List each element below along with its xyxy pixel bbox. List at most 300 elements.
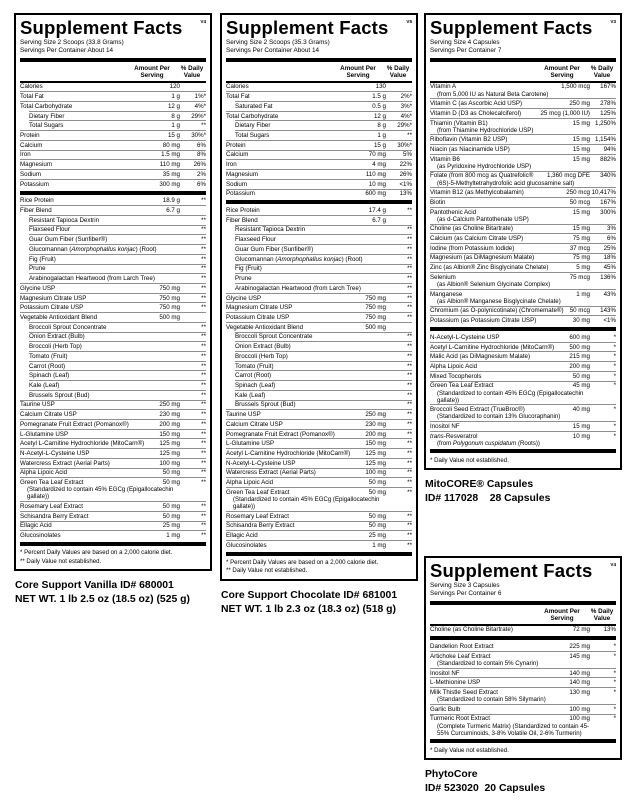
ingredient-daily-value: * <box>613 689 616 696</box>
ingredient-daily-value: 22% <box>399 161 412 169</box>
ingredient-label: L-Glutamine USP <box>20 430 69 438</box>
ingredient-daily-value: * <box>613 652 616 660</box>
ingredient-row <box>20 511 206 521</box>
serving-info <box>430 582 616 599</box>
ingredient-row <box>235 273 412 283</box>
ingredient-label: Vitamin B12 (as Methylcobalamin) <box>430 189 524 197</box>
ingredient-daily-value: 94% <box>603 146 616 153</box>
ingredient-row <box>430 381 616 405</box>
ingredient-label: Spinach (Leaf) <box>235 381 276 389</box>
footnotes <box>430 455 616 466</box>
ingredient-daily-value: ** <box>201 275 206 283</box>
ingredient-daily-value: * <box>613 432 616 440</box>
supplement-facts-panel <box>424 13 622 506</box>
ingredient-amount: 225 mg <box>569 643 590 651</box>
ingredient-row <box>20 400 206 410</box>
ingredient-row <box>430 421 616 431</box>
ingredient-label: Sodium <box>20 170 41 178</box>
ingredient-row <box>430 108 616 118</box>
ingredient-daily-value: ** <box>407 236 412 244</box>
ingredient-note: (Standardized to contain 58% Silymarin) <box>437 696 546 704</box>
ingredient-daily-value: 29%* <box>191 112 206 120</box>
product-footer-line: ID# 523020 20 Capsules <box>425 783 546 795</box>
ingredient-note: (from Thiamine Hydrochloride USP) <box>437 126 534 134</box>
ingredient-label: Iron <box>20 151 31 159</box>
section-divider-bar <box>430 327 616 331</box>
ingredient-amount: 500 mg <box>365 323 386 331</box>
ingredient-row <box>226 91 412 101</box>
ingredient-label: Schisandra Berry Extract <box>20 512 89 520</box>
ingredient-daily-value: 25% <box>603 244 616 252</box>
ingredient-daily-value: ** <box>407 352 412 360</box>
ingredient-amount: 140 mg <box>569 679 590 687</box>
ingredient-amount: 80 mg <box>162 141 180 149</box>
ingredient-daily-value: * <box>613 643 616 651</box>
footnote: ** Daily Value not established. <box>20 557 102 565</box>
ingredient-daily-value: ** <box>201 323 206 331</box>
ingredient-row <box>29 361 206 371</box>
ingredient-amount: 125 mg <box>365 450 386 457</box>
ingredient-row <box>235 130 412 140</box>
ingredient-amount: 230 mg <box>159 411 180 419</box>
ingredient-daily-value: 29%* <box>397 122 412 130</box>
ingredient-label: N-Acetyl-L-Cysteine USP <box>20 450 90 457</box>
ingredient-label: trans-Resveratrol <box>430 432 478 440</box>
column-header-amount: Amount Per Serving <box>134 64 170 79</box>
ingredient-amount: 15 mg <box>572 146 590 153</box>
ingredient-label: Riboflavin (Vitamin B2 USP) <box>430 136 508 144</box>
ingredient-amount: 30 mg <box>572 317 590 325</box>
ingredient-amount: 50 mg <box>368 488 386 496</box>
ingredient-daily-value: * <box>613 406 616 414</box>
ingredient-amount: 750 mg <box>159 294 180 302</box>
column-header-amount: Amount Per Serving <box>544 607 580 622</box>
ingredient-daily-value: ** <box>407 430 412 438</box>
ingredient-label: Acetyl L-Carnitine Hydrochloride (MitoCarn®) <box>20 440 145 448</box>
ingredient-row <box>235 341 412 351</box>
ingredient-label: Rice Protein <box>226 207 260 215</box>
ingredient-daily-value: ** <box>201 450 206 457</box>
ingredient-row <box>20 477 206 501</box>
ingredient-label: Total Fat <box>20 93 44 101</box>
ingredient-row <box>226 293 412 303</box>
ingredient-daily-value: ** <box>201 372 206 380</box>
ingredient-daily-value: * <box>613 422 616 430</box>
ingredient-label: Onion Extract (Bulb) <box>29 333 85 341</box>
ingredient-row <box>226 83 412 92</box>
ingredient-row <box>430 714 616 738</box>
footnote: * Daily Value not established. <box>430 746 509 754</box>
column-header-daily-value: % Daily Value <box>386 64 410 79</box>
ingredient-amount: 40 mg <box>572 406 590 414</box>
ingredient-label: L-Methionine USP <box>430 679 481 687</box>
ingredient-amount: 100 mg <box>159 459 180 467</box>
ingredient-amount: 8 g <box>171 112 180 120</box>
ingredient-note: (Standardized to contain 45% EGCg (Epigallocatechin gallate)) <box>233 496 380 510</box>
ingredient-daily-value: * <box>613 705 616 713</box>
ingredient-row <box>226 312 412 322</box>
ingredient-daily-value: ** <box>407 401 412 409</box>
ingredient-label: Taurine USP <box>20 401 55 409</box>
ingredient-amount: 4 mg <box>372 161 386 169</box>
ingredient-daily-value: 4%* <box>194 102 206 110</box>
ingredient-row <box>430 315 616 325</box>
ingredient-daily-value: 30%* <box>191 132 206 139</box>
ingredient-label: Broccoli (Herb Top) <box>235 352 288 360</box>
ingredient-row <box>20 91 206 101</box>
ingredient-label: Pantothenic Acid <box>430 208 477 216</box>
serving-info <box>20 39 206 56</box>
ingredient-daily-value: 26% <box>399 170 412 178</box>
ingredient-row <box>29 370 206 380</box>
ingredient-label: Brussels Sprout (Bud) <box>235 401 296 409</box>
ingredient-label: Watercress Extract (Aerial Parts) <box>20 459 110 467</box>
ingredient-daily-value: ** <box>407 488 412 496</box>
ingredient-daily-value: ** <box>201 401 206 409</box>
ingredient-row <box>20 283 206 293</box>
ingredient-row <box>29 234 206 244</box>
ingredient-daily-value: 1,250% <box>595 119 616 127</box>
ingredient-row <box>29 244 206 254</box>
ingredient-row <box>430 187 616 197</box>
ingredient-daily-value: * <box>613 343 616 351</box>
ingredient-daily-value: ** <box>407 245 412 253</box>
panel-title-row <box>20 18 206 39</box>
ingredient-daily-value: 8% <box>197 151 206 159</box>
ingredient-label: Broccoli Seed Extract (TrueBroc®) <box>430 406 525 414</box>
ingredient-label: Vitamin D (D3 as Cholecalciferol) <box>430 109 522 117</box>
panel-title: Supplement Facts <box>430 560 593 581</box>
ingredient-amount: 1 g <box>171 93 180 101</box>
ingredient-amount: 200 mg <box>365 430 386 438</box>
ingredient-amount: 18.9 g <box>162 197 180 205</box>
ingredient-amount: 750 mg <box>159 284 180 292</box>
ingredient-row <box>430 404 616 421</box>
ingredient-label: Glycine USP <box>226 294 262 302</box>
ingredient-row <box>20 150 206 160</box>
ingredient-daily-value: 13% <box>399 190 412 198</box>
ingredient-row <box>430 371 616 381</box>
ingredient-amount: 25 mg <box>368 532 386 540</box>
ingredient-label: Calcium <box>20 141 43 149</box>
ingredient-row <box>430 98 616 108</box>
serving-line: Serving Size 3 Capsules <box>430 581 500 589</box>
ingredient-amount: 15 mg <box>572 422 590 430</box>
ingredient-amount: 10 mg <box>572 432 590 440</box>
panel-title: Supplement Facts <box>430 17 593 38</box>
panel-title: Supplement Facts <box>20 17 183 38</box>
ingredient-label: Turmeric Root Extract <box>430 715 490 723</box>
ingredient-daily-value: ** <box>201 245 206 253</box>
ingredient-row <box>226 409 412 419</box>
ingredient-amount: 130 <box>375 83 386 91</box>
ingredient-label: Flaxseed Flour <box>235 236 276 244</box>
serving-line: Servings Per Container About 14 <box>226 47 320 55</box>
ingredient-row <box>235 244 412 254</box>
ingredient-daily-value: 125% <box>600 109 616 117</box>
ingredient-daily-value: ** <box>201 411 206 419</box>
ingredient-amount: 150 mg <box>365 440 386 448</box>
ingredient-row <box>226 530 412 540</box>
ingredient-row <box>226 322 412 332</box>
serving-line: Servings Per Container About 14 <box>20 47 114 55</box>
ingredient-amount: 200 mg <box>159 420 180 428</box>
footnote: * Percent Daily Values are based on a 2,000 calorie diet. <box>20 549 173 557</box>
ingredient-row <box>20 179 206 189</box>
ingredient-label: Tomato (Fruit) <box>235 362 274 370</box>
ingredient-amount: 200 mg <box>569 362 590 370</box>
ingredient-row <box>235 332 412 342</box>
ingredient-daily-value: ** <box>201 479 206 487</box>
ingredient-row <box>430 83 616 99</box>
product-footer-line: MitoCORE® Capsules <box>425 479 534 491</box>
ingredient-amount: 125 mg <box>365 459 386 467</box>
ingredient-label: Spinach (Leaf) <box>29 372 70 380</box>
ingredient-row <box>430 361 616 371</box>
ingredient-amount: 6.7 g <box>166 207 180 215</box>
ingredient-label: Green Tea Leaf Extract <box>226 488 290 496</box>
ingredient-row <box>235 264 412 274</box>
ingredient-label: Inositol NF <box>430 669 460 677</box>
ingredient-note: (Standardized to contain 45% EGCg (Epigallocatechin gallate)) <box>437 389 584 404</box>
ingredient-amount: 600 mg <box>569 333 590 341</box>
ingredient-label: Prune <box>235 275 252 283</box>
ingredient-label: Vitamin B6 <box>430 155 460 163</box>
ingredient-rows <box>430 626 616 744</box>
ingredient-label: Rosemary Leaf Extract <box>20 502 83 510</box>
ingredient-rows <box>20 83 206 546</box>
serving-line: Servings Per Container 7 <box>430 47 502 55</box>
ingredient-label: Total Carbohydrate <box>226 112 279 120</box>
ingredient-label: Total Fat <box>226 93 250 101</box>
ingredient-daily-value: 2%* <box>400 93 412 101</box>
ingredient-label: Guar Gum Fiber (Sunfiber®) <box>29 236 108 244</box>
ingredient-daily-value: ** <box>201 265 206 273</box>
ingredient-label: Broccoli Sprout Concentrate <box>29 323 107 331</box>
ingredient-amount: 500 mg <box>569 343 590 351</box>
ingredient-amount: 15 g <box>373 141 386 149</box>
ingredient-note: (as Albion® Selenium Glycinate Complex) <box>437 281 551 289</box>
ingredient-row <box>235 380 412 390</box>
ingredient-daily-value: 6% <box>197 141 206 149</box>
ingredient-row <box>430 351 616 361</box>
ingredient-row <box>20 419 206 429</box>
ingredient-label: Fig (Fruit) <box>235 265 262 273</box>
ingredient-daily-value: ** <box>201 122 206 130</box>
ingredient-amount: 140 mg <box>569 669 590 677</box>
product-footer-line: Core Support Chocolate ID# 681001 <box>221 589 398 601</box>
ingredient-daily-value: * <box>613 333 616 341</box>
ingredient-label: Vitamin A <box>430 83 457 91</box>
ingredient-daily-value: ** <box>407 304 412 312</box>
ingredient-label: Rice Protein <box>20 197 54 205</box>
ingredient-label: Niacin (as Niacinamide USP) <box>430 146 510 153</box>
ingredient-label: Pomegranate Fruit Extract (Pomanox®) <box>20 420 129 428</box>
ingredient-row <box>430 333 616 342</box>
ingredient-amount: 600 mg <box>365 190 386 198</box>
ingredient-amount: 250 mg <box>159 401 180 409</box>
ingredient-label: Garlic Bulb <box>430 705 461 713</box>
ingredient-label: Protein <box>20 132 40 139</box>
ingredient-daily-value: * <box>613 372 616 380</box>
ingredient-row <box>226 487 412 511</box>
product-footer <box>14 579 212 607</box>
ingredient-label: Calories <box>20 83 43 91</box>
ingredient-daily-value: ** <box>201 216 206 224</box>
ingredient-daily-value: ** <box>201 226 206 234</box>
ingredient-row <box>20 409 206 419</box>
ingredient-amount: 750 mg <box>365 313 386 321</box>
ingredient-daily-value: ** <box>407 132 412 139</box>
ingredient-amount: 750 mg <box>365 294 386 302</box>
ingredient-daily-value: ** <box>407 450 412 457</box>
ingredient-amount: 25 mg <box>162 522 180 530</box>
ingredient-daily-value: ** <box>407 284 412 292</box>
ingredient-label: Alpha Lipoic Acid <box>430 362 478 370</box>
ingredient-label: Manganese <box>430 290 463 298</box>
ingredient-daily-value: ** <box>407 255 412 263</box>
ingredient-row <box>235 254 412 264</box>
ingredient-daily-value: ** <box>201 532 206 540</box>
ingredient-amount: 250 mcg <box>566 189 590 197</box>
ingredient-label: Chromium (as O-polynicotinate) (Chromemate®) <box>430 307 564 315</box>
ingredient-amount: 6.7 g <box>372 216 386 224</box>
ingredient-label: Acetyl L-Carnitine Hydrochloride (MitoCarn®) <box>226 450 351 457</box>
ingredient-daily-value: ** <box>201 502 206 510</box>
ingredient-row <box>20 448 206 458</box>
ingredient-amount: 50 mg <box>162 512 180 520</box>
ingredient-row <box>226 511 412 521</box>
ingredient-label: Broccoli (Herb Top) <box>29 343 82 351</box>
ingredient-row <box>226 438 412 448</box>
ingredient-daily-value: 6% <box>607 235 616 243</box>
ingredient-label: Dietary Fiber <box>29 112 65 120</box>
facts-box <box>424 13 622 470</box>
ingredient-daily-value: ** <box>201 391 206 399</box>
ingredient-note: (6S)-5-Methyltetrahydrofolic acid glucosamine salt) <box>437 179 575 187</box>
ingredient-label: Guar Gum Fiber (Sunfiber®) <box>235 245 314 253</box>
ingredient-row <box>226 419 412 429</box>
ingredient-label: Total Sugars <box>29 122 64 130</box>
ingredient-daily-value: ** <box>201 459 206 467</box>
serving-line: Serving Size 2 Scoops (33.8 Grams) <box>20 38 124 46</box>
ingredient-row <box>29 225 206 235</box>
ingredient-amount: 75 mg <box>572 235 590 243</box>
ingredient-row <box>430 704 616 714</box>
ingredient-daily-value: * <box>613 669 616 677</box>
ingredient-row <box>226 159 412 169</box>
ingredient-row <box>29 254 206 264</box>
ingredient-amount: 50 mcg <box>569 198 590 206</box>
ingredient-daily-value: 1,154% <box>595 136 616 144</box>
supplement-facts-panel <box>220 13 418 617</box>
serving-line: Serving Size 2 Scoops (35.3 Grams) <box>226 38 330 46</box>
column-headers <box>430 64 616 83</box>
ingredient-daily-value: ** <box>201 512 206 520</box>
ingredient-row <box>29 264 206 274</box>
ingredient-daily-value: ** <box>201 284 206 292</box>
ingredient-label: Carrot (Root) <box>235 372 272 380</box>
ingredient-amount: 0.5 g <box>372 102 386 110</box>
ingredient-amount: 50 mg <box>368 522 386 530</box>
ingredient-row <box>235 351 412 361</box>
ingredient-label: Rosemary Leaf Extract <box>226 512 289 520</box>
product-footer <box>424 478 622 506</box>
product-footer-line: Core Support Vanilla ID# 680001 <box>15 579 174 591</box>
ingredient-row <box>20 501 206 511</box>
ingredient-daily-value: 143% <box>600 307 616 315</box>
ingredient-row <box>235 361 412 371</box>
ingredient-label: Iodine (from Potassium Iodide) <box>430 244 515 252</box>
serving-line: Serving Size 4 Capsules <box>430 38 500 46</box>
ingredient-label: Watercress Extract (Aerial Parts) <box>226 469 316 477</box>
ingredient-label: Resistant Tapioca Dextrin <box>235 226 306 234</box>
ingredient-amount: 15 mg <box>572 136 590 144</box>
footnotes <box>20 548 206 567</box>
ingredient-amount: 15 mg <box>572 208 590 216</box>
ingredient-label: Fiber Blend <box>226 216 258 224</box>
ingredient-label: Thiamin (Vitamin B1) <box>430 119 488 127</box>
footnotes <box>226 558 412 577</box>
ingredient-amount: 215 mg <box>569 353 590 361</box>
ingredient-label: Mixed Tocopherols <box>430 372 482 380</box>
ingredient-daily-value: ** <box>201 469 206 477</box>
ingredient-daily-value: ** <box>201 522 206 530</box>
serving-info <box>430 39 616 56</box>
section-divider-bar <box>20 542 206 546</box>
ingredient-label: Calories <box>226 83 249 91</box>
ingredient-label: Potassium Citrate USP <box>226 313 290 321</box>
version-mark: V4 <box>610 562 616 567</box>
ingredient-amount: 110 mg <box>365 170 386 178</box>
ingredient-label: Total Carbohydrate <box>20 102 73 110</box>
ingredient-row <box>226 206 412 215</box>
ingredient-daily-value: ** <box>407 391 412 399</box>
ingredient-daily-value: <1% <box>603 317 616 325</box>
ingredient-daily-value: ** <box>201 381 206 389</box>
ingredient-row <box>226 540 412 550</box>
ingredient-row <box>430 677 616 687</box>
ingredient-amount: 1 mg <box>372 541 386 549</box>
column-headers <box>20 64 206 83</box>
product-footer <box>220 589 418 617</box>
ingredient-row <box>29 322 206 332</box>
ingredient-label: N-Acetyl-L-Cysteine USP <box>430 333 500 341</box>
ingredient-daily-value: 30%* <box>397 141 412 149</box>
ingredient-rows <box>430 83 616 454</box>
ingredient-rows <box>226 83 412 556</box>
footnote: * Percent Daily Values are based on a 2,000 calorie diet. <box>226 559 379 567</box>
ingredient-daily-value: ** <box>407 226 412 234</box>
ingredient-row <box>226 448 412 458</box>
ingredient-label: Resistant Tapioca Dextrin <box>29 216 100 224</box>
ingredient-daily-value: 1%* <box>194 93 206 101</box>
ingredient-daily-value: ** <box>407 541 412 549</box>
ingredient-daily-value: ** <box>407 532 412 540</box>
ingredient-amount: 50 mg <box>162 469 180 477</box>
ingredient-note: (Standardized to contain 45% EGCg (Epigallocatechin gallate)) <box>27 486 174 501</box>
ingredient-amount: 5 mg <box>576 264 590 272</box>
ingredient-label: Calcium <box>226 151 249 159</box>
ingredient-row <box>430 668 616 678</box>
ingredient-amount: 12 g <box>167 102 180 110</box>
ingredient-label: Dietary Fiber <box>235 122 271 130</box>
ingredient-amount: 50 mg <box>162 479 180 487</box>
serving-info <box>226 39 412 56</box>
ingredient-row <box>29 273 206 283</box>
ingredient-daily-value: ** <box>201 352 206 360</box>
ingredient-amount: 50 mcg <box>569 307 590 315</box>
